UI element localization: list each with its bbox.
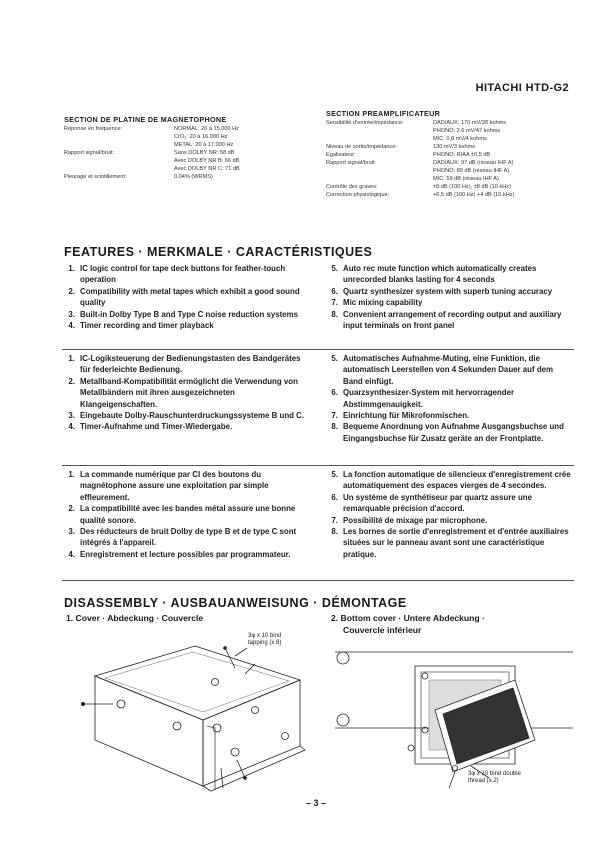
spec-label: Rapport signal/bruit: [64,150,115,156]
spec-label [64,141,174,149]
feature-item [325,492,572,515]
feature-item [325,410,572,421]
feature-text: Eingebaute Dolby-Rauschunterdruckungssysteme B und C. [80,411,305,421]
spec-value: MIC: 59 dB (réseau IHF A) [433,176,499,182]
feature-text: Einrichtung für Mikrofonmischen. [343,411,470,421]
feature-item [62,353,309,376]
spec-row [64,141,299,149]
feature-item [325,469,572,492]
feature-item [325,353,572,387]
feature-text: Automatisches Aufnahme-Muting, eine Funktion, die automatisch Leerstellen von 4 Sekunden Dauer auf dem Band einfügt. [343,354,554,386]
feature-text: Convenient arrangement of recording output and auxiliary input terminals on front panel [343,309,562,331]
spec-label: Sensibilité d'entrée/impédance: [326,120,404,126]
feature-number: 8. [331,422,338,432]
spec-value: METAL: 20 à 17.000 Hz [174,142,234,148]
spec-row [64,173,299,181]
feature-item [62,320,309,331]
spec-row [326,175,566,183]
disassembly-title: DISASSEMBLY · AUSBAUANWEISUNG · DÉMONTAGE [64,596,407,610]
spec-value: 0,04% (WRMS) [174,174,213,180]
feature-item [62,469,309,503]
tape-deck-spec-table [64,125,299,181]
spec-label: Rapport signal/bruit: [326,160,377,166]
feature-number: 1. [68,354,75,363]
spec-label [326,167,433,175]
feature-number: 1. [68,470,75,479]
feature-text: Built-in Dolby Type B and Type C noise reduction systems [80,309,299,319]
feature-number: 5. [331,354,338,363]
feature-number: 8. [331,527,338,537]
feature-item [62,410,309,421]
spec-row [326,135,566,143]
feature-item [325,515,572,526]
feature-text: Enregistrement et lecture possibles par programmateur. [80,549,291,559]
feature-item [62,309,309,320]
spec-row [64,157,299,165]
feature-text: La commande numérique par CI des boutons du magnétophone assure une exploitation par simple effleurement. [80,470,269,502]
spec-row [326,167,566,175]
spec-label [326,135,433,143]
feature-number: 5. [331,470,338,479]
spec-value: 130 mV/3 kohms [433,144,475,150]
step1-callout [248,633,281,647]
features-en-right [325,263,572,331]
feature-item [62,286,309,309]
spec-row [64,165,299,173]
feature-text: IC logic control for tape deck buttons for feather-touch operation [80,264,286,285]
step2-callout-line1: 3φ x 10 bind double [468,771,521,777]
feature-item [62,503,309,526]
bottom-cover-removal-diagram [325,640,575,790]
spec-row [64,125,299,133]
step1-callout-line2: tapping (x 8) [248,640,282,646]
preamp-spec-table [326,119,566,199]
divider [62,465,574,466]
feature-number: 3. [68,309,75,319]
feature-number: 6. [331,388,338,398]
feature-text: Des réducteurs de bruit Dolby de type B et de type C sont intégrés à l'appareil. [80,527,297,548]
feature-text: Timer-Aufnahme und Timer-Wiedergabe. [80,422,233,432]
feature-item [325,387,572,410]
spec-value: CrO₂: 20 à 16.000 Hz [174,134,228,140]
feature-number: 1. [68,264,75,273]
spec-value: DAD/AUX: 97 dB (réseau IHF A) [433,160,514,166]
feature-item [62,526,309,549]
spec-value: PHONO: RIAA ±0,5 dB [433,152,491,158]
tape-deck-spec-title: SECTION DE PLATINE DE MAGNETOPHONE [64,115,227,124]
spec-row [64,149,299,157]
spec-value: +6,5 dB (100 Hz) +4 dB (10 kHz) [433,192,515,198]
divider [62,580,574,581]
feature-item [325,526,572,560]
step2-caption-line2: Couvercle inférieur [343,625,422,635]
feature-text: Quarzsynthesizer-System mit hervorragender Abstimmgenauigkeit. [343,388,515,409]
spec-row [326,127,566,135]
feature-item [62,263,309,286]
feature-item [325,286,572,297]
step2-caption-line1: 2. Bottom cover · Untere Abdeckung · [331,613,485,623]
preamp-spec-section [326,109,566,199]
spec-value: PHONO: 80 dB (réseau IHF A) [433,168,510,174]
page-number: – 3 – [306,798,327,808]
spec-row [326,143,566,151]
spec-row [326,191,566,199]
divider [62,349,574,350]
cover-removal-diagram [75,628,310,798]
spec-value: Sans DOLBY NR: 58 dB [174,150,235,156]
spec-label: Pleurage et scintillement: [64,174,127,180]
spec-row [326,151,566,159]
spec-label [326,175,433,183]
feature-item [325,263,572,286]
features-de-right [325,353,572,444]
features-fr-right [325,469,572,560]
feature-text: Auto rec mute function which automatically creates unrecorded blanks lasting for 4 seconds [343,264,537,285]
spec-value: MIC: 0,8 mV/4 kohms [433,136,487,142]
feature-number: 7. [331,515,338,525]
feature-number: 5. [331,264,338,273]
feature-text: Metallband-Kompatibilität ermöglicht die Verwendung von Metallbändern mit ihren ausgezeichneten Klangeigenschaften. [80,376,298,409]
spec-label [64,157,174,165]
feature-text: Mic mixing capability [343,298,423,308]
spec-value: PHONO: 2,6 mV/47 kohms [433,128,501,134]
feature-text: La compatibilité avec les bandes métal assure une bonne qualité sonore. [80,504,296,525]
spec-value: Avec DOLBY NR B: 66 dB [174,158,240,164]
spec-row [64,133,299,141]
spec-label: Réponse en fréquence: [64,126,123,132]
features-en-left [62,263,309,331]
feature-item [62,421,309,432]
step1-callout-line1: 3φ x 10 bind [248,633,282,639]
features-title: FEATURES · MERKMALE · CARACTÉRISTIQUES [64,245,373,259]
feature-number: 6. [331,492,338,502]
feature-number: 7. [331,411,338,421]
spec-label [326,127,433,135]
preamp-spec-title: SECTION PREAMPLIFICATEUR [326,109,441,118]
feature-item [62,549,309,560]
feature-number: 8. [331,309,338,319]
feature-text: Bequeme Anordnung von Aufnahme Ausgangsbuchse und Eingangsbuchse für Zusatz geräte an der Frontplatte. [343,422,564,443]
feature-text: Les bornes de sortie d'enregistrement et d'entrée auxiliaires situées sur le panneau avant sont une caractéristique pratique. [343,527,569,559]
spec-value: DAD/AUX: 170 mV/28 kohms [433,120,507,126]
feature-number: 7. [331,298,338,308]
spec-label: Niveau de sortie/impédance: [326,144,397,150]
feature-item [325,309,572,332]
feature-number: 6. [331,286,338,296]
model-header: HITACHI HTD-G2 [475,82,569,94]
tape-deck-spec-section [64,115,299,181]
feature-number: 2. [68,504,75,514]
features-fr-left [62,469,309,560]
feature-item [325,297,572,308]
feature-text: La fonction automatique de silencieux d'enregistrement crée automatiquement des espaces vierges de 4 secondes. [343,470,571,491]
feature-number: 4. [68,422,75,432]
feature-item [62,376,309,410]
feature-text: Timer recording and timer playback [80,321,214,331]
spec-row [326,183,566,191]
spec-value: NORMAL: 20 à 15.000 Hz [174,126,239,132]
spec-row [326,159,566,167]
feature-number: 4. [68,321,75,331]
step2-callout [468,771,521,785]
features-de-left [62,353,309,433]
spec-value: ±8 dB (100 Hz), ±8 dB (10 kHz) [433,184,511,190]
spec-label: Egalisateur: [326,152,356,158]
feature-number: 2. [68,376,75,386]
feature-text: Un système de synthétiseur par quartz assure une remarquable précision d'accord. [343,492,533,514]
feature-number: 3. [68,411,75,421]
feature-text: IC-Logiksteuerung der Bedienungstasten des Bandgerätes für federleichte Bedienung. [80,354,301,375]
feature-text: Possibilité de mixage par microphone. [343,515,488,525]
spec-label [64,165,174,173]
spec-row [326,119,566,127]
spec-label: Correction physiologique: [326,192,390,198]
feature-number: 4. [68,549,75,559]
feature-number: 2. [68,286,75,296]
spec-value: Avec DOLBY NR C: 71 dB [174,166,240,172]
feature-text: Quartz synthesizer system with superb tuning accuracy [343,286,553,296]
spec-label [64,133,174,141]
feature-number: 3. [68,527,75,537]
feature-text: Compatibility with metal tapes which exhibit a good sound quality [80,286,300,308]
step1-caption: 1. Cover · Abdeckung · Couvercle [66,613,204,623]
spec-label: Contrôle des graves: [326,184,378,190]
feature-item [325,421,572,444]
step2-callout-line2: thread (x 2) [468,778,499,784]
